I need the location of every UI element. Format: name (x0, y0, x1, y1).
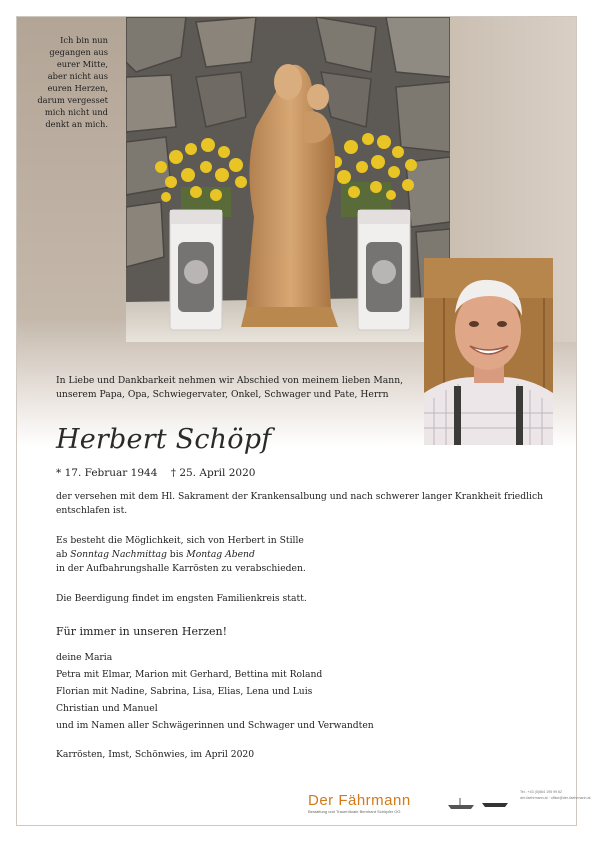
mourner-line: deine Maria (56, 652, 113, 663)
passing-text: der versehen mit dem Hl. Sakrament der Krankensalbung und nach schwerer langer Krankheit friedlich entschlafen ist. (56, 491, 544, 516)
farewell-line: Es besteht die Möglichkeit, sich von Herbert in Stille (56, 535, 304, 546)
contact-line: Tel.: +43 (0)664 195 99 62 (520, 790, 563, 794)
place-date: Karrösten, Imst, Schönwies, im April 2020 (56, 749, 255, 760)
mourners-list (56, 649, 374, 734)
portrait-photo (424, 258, 553, 445)
poem (30, 34, 108, 130)
mourner-line: und im Namen aller Schwägerinnen und Schwager und Verwandten (56, 720, 374, 731)
poem-line: eurer Mitte, (56, 59, 108, 69)
poem-line: gegangen aus (49, 47, 108, 57)
ferry-boat-icon (446, 797, 510, 811)
intro-text: In Liebe und Dankbarkeit nehmen wir Abschied von meinem lieben Mann, unserem Papa, Opa, Schwiegervater, Onkel, Schwager und Pate, Herrn (56, 375, 404, 400)
poem-line: Ich bin nun (60, 35, 108, 45)
deceased-name: Herbert Schöpf (56, 424, 272, 455)
birth-date: * 17. Februar 1944 (56, 467, 158, 479)
farewell-line: in der Aufbahrungshalle Karrösten zu verabschieden. (56, 563, 306, 574)
madonna-grotto-photo (126, 17, 450, 342)
mourner-line: Florian mit Nadine, Sabrina, Lisa, Elias, Lena und Luis (56, 686, 313, 697)
mourner-line: Petra mit Elmar, Marion mit Gerhard, Bettina mit Roland (56, 669, 323, 680)
life-dates (56, 466, 265, 480)
poem-line: aber nicht aus (47, 71, 108, 81)
farewell-mid: bis (166, 549, 187, 560)
farewell-text (56, 534, 456, 576)
poem-line: euren Herzen, (47, 83, 108, 93)
death-date: † 25. April 2020 (170, 467, 256, 479)
poem-line: mich nicht und (44, 107, 108, 117)
company-subtitle: Bestattung und Trauerrituale Bernhard Schöpfer OG (308, 809, 401, 814)
company-contact (520, 790, 591, 801)
farewell-prefix: ab (56, 549, 71, 560)
company-logo-name: Der Fährmann (308, 792, 411, 809)
farewell-to: Montag Abend (186, 549, 255, 560)
forever-heading: Für immer in unseren Herzen! (56, 625, 228, 638)
farewell-time-line (56, 548, 456, 562)
farewell-from: Sonntag Nachmittag (70, 549, 167, 560)
mourner-line: Christian und Manuel (56, 703, 158, 714)
poem-line: denkt an mich. (45, 119, 108, 129)
funeral-text: Die Beerdigung findet im engsten Familienkreis statt. (56, 593, 307, 604)
contact-line: der-faehrmann.at · office@der-faehrmann.at (520, 795, 591, 800)
poem-line: darum vergesset (37, 95, 108, 105)
